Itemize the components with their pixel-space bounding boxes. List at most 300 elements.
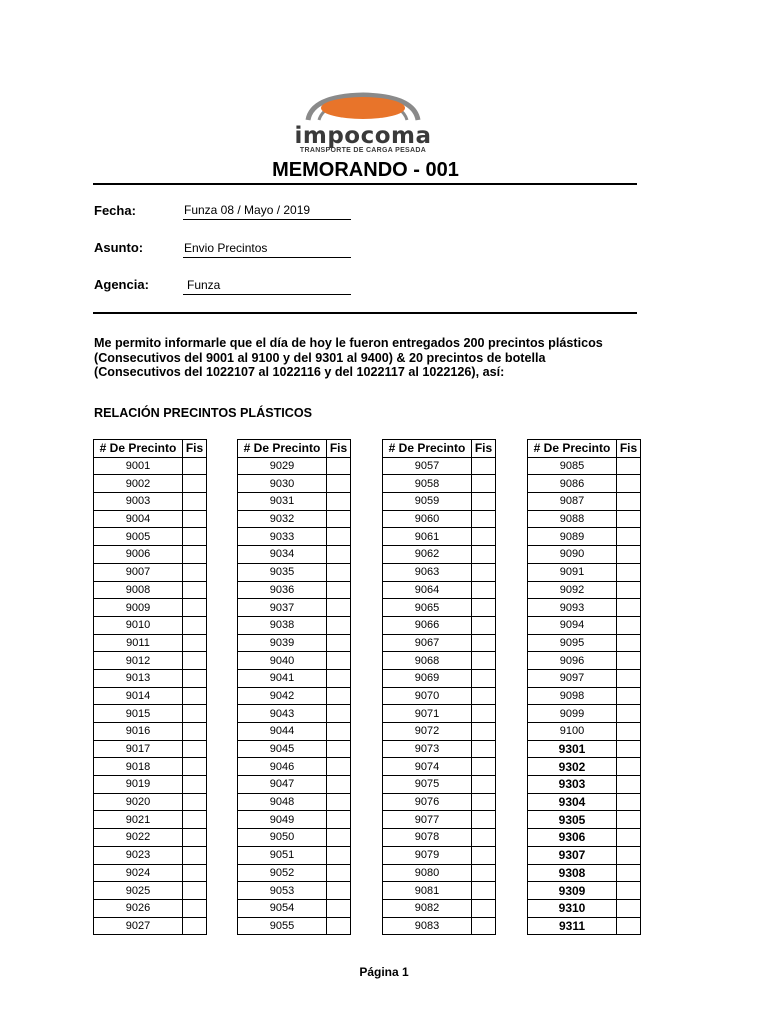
table-row <box>528 652 641 670</box>
table-row <box>238 864 351 882</box>
fis-cell <box>183 829 207 847</box>
asunto-value: Envio Precintos <box>183 240 351 258</box>
table-row <box>383 687 496 705</box>
table-row <box>94 846 207 864</box>
table-row <box>94 882 207 900</box>
fis-cell <box>183 528 207 546</box>
precinto-number-cell: 9067 <box>383 634 472 652</box>
precinto-number-cell: 9100 <box>528 723 617 741</box>
fis-cell <box>617 899 641 917</box>
table-header-row <box>383 440 496 458</box>
precinto-number-cell: 9046 <box>238 758 327 776</box>
fis-cell <box>472 705 496 723</box>
precinto-number-cell: 9070 <box>383 687 472 705</box>
precinto-number-cell: 9072 <box>383 723 472 741</box>
table-row <box>528 493 641 511</box>
precinto-number-cell: 9017 <box>94 740 183 758</box>
precinto-number-cell: 9012 <box>94 652 183 670</box>
precinto-number-cell: 9060 <box>383 510 472 528</box>
precinto-number-cell: 9089 <box>528 528 617 546</box>
fis-cell <box>327 793 351 811</box>
fis-cell <box>617 687 641 705</box>
table-row <box>528 634 641 652</box>
table-row <box>383 457 496 475</box>
top-divider <box>93 183 637 185</box>
table-row <box>383 758 496 776</box>
fis-cell <box>617 546 641 564</box>
precinto-number-cell: 9001 <box>94 457 183 475</box>
precinto-number-cell: 9006 <box>94 546 183 564</box>
table-row <box>94 793 207 811</box>
precinto-number-cell: 9034 <box>238 546 327 564</box>
table-row <box>383 899 496 917</box>
fis-cell <box>327 528 351 546</box>
table-row <box>238 740 351 758</box>
fis-cell <box>617 669 641 687</box>
fis-cell <box>327 882 351 900</box>
table-row <box>238 917 351 935</box>
precinto-table <box>93 439 207 935</box>
intro-paragraph: Me permito informarle que el día de hoy le fueron entregados 200 precintos plásticos (Consecutivos del 9001 al 9100 y del 9301 al 9400) & 20 precintos de botella (Consecutivos del 1022107 al 1022116 y del 1022117 al 1022126), así: <box>94 336 603 379</box>
fis-cell <box>327 758 351 776</box>
fis-cell <box>327 811 351 829</box>
fis-cell <box>617 475 641 493</box>
table-row <box>528 899 641 917</box>
fis-cell <box>617 811 641 829</box>
fis-cell <box>327 493 351 511</box>
precinto-column-header: # De Precinto <box>528 440 617 458</box>
precinto-number-cell: 9053 <box>238 882 327 900</box>
fis-cell <box>183 811 207 829</box>
table-row <box>94 493 207 511</box>
precinto-number-cell: 9010 <box>94 616 183 634</box>
fis-cell <box>327 546 351 564</box>
table-row <box>238 510 351 528</box>
logo-emblem-icon <box>304 92 422 126</box>
table-row <box>383 917 496 935</box>
table-row <box>238 528 351 546</box>
fis-cell <box>327 652 351 670</box>
precinto-number-cell: 9086 <box>528 475 617 493</box>
fis-cell <box>617 510 641 528</box>
fis-cell <box>472 758 496 776</box>
precinto-number-cell: 9024 <box>94 864 183 882</box>
fis-column-header: Fis <box>472 440 496 458</box>
table-row <box>383 475 496 493</box>
precinto-number-cell: 9054 <box>238 899 327 917</box>
company-logo <box>290 92 436 156</box>
precinto-number-cell: 9091 <box>528 563 617 581</box>
table-row <box>94 864 207 882</box>
table-row <box>528 864 641 882</box>
fis-cell <box>617 705 641 723</box>
precinto-number-cell: 9311 <box>528 917 617 935</box>
fis-cell <box>472 687 496 705</box>
table-row <box>94 899 207 917</box>
table-row <box>383 493 496 511</box>
fis-cell <box>472 899 496 917</box>
precinto-number-cell: 9079 <box>383 846 472 864</box>
table-row <box>383 829 496 847</box>
fis-cell <box>617 493 641 511</box>
fis-cell <box>183 793 207 811</box>
precinto-number-cell: 9025 <box>94 882 183 900</box>
precinto-number-cell: 9016 <box>94 723 183 741</box>
precinto-number-cell: 9093 <box>528 599 617 617</box>
precinto-number-cell: 9003 <box>94 493 183 511</box>
precinto-number-cell: 9044 <box>238 723 327 741</box>
fis-cell <box>183 581 207 599</box>
precinto-number-cell: 9013 <box>94 669 183 687</box>
fis-cell <box>327 899 351 917</box>
asunto-label: Asunto: <box>94 240 144 255</box>
precinto-number-cell: 9097 <box>528 669 617 687</box>
precinto-number-cell: 9087 <box>528 493 617 511</box>
fis-cell <box>617 581 641 599</box>
table-row <box>528 599 641 617</box>
precinto-number-cell: 9040 <box>238 652 327 670</box>
fis-column-header: Fis <box>617 440 641 458</box>
fis-cell <box>327 740 351 758</box>
table-row <box>528 811 641 829</box>
table-row <box>94 758 207 776</box>
precinto-number-cell: 9011 <box>94 634 183 652</box>
precinto-number-cell: 9051 <box>238 846 327 864</box>
fis-cell <box>617 829 641 847</box>
table-row <box>94 811 207 829</box>
table-row <box>94 510 207 528</box>
precinto-number-cell: 9027 <box>94 917 183 935</box>
fis-cell <box>472 475 496 493</box>
precinto-number-cell: 9301 <box>528 740 617 758</box>
fis-cell <box>183 864 207 882</box>
agencia-label: Agencia: <box>94 277 149 292</box>
precinto-number-cell: 9018 <box>94 758 183 776</box>
precinto-number-cell: 9096 <box>528 652 617 670</box>
table-row <box>528 846 641 864</box>
precinto-number-cell: 9055 <box>238 917 327 935</box>
fis-cell <box>472 846 496 864</box>
logo-name: impocoma <box>294 123 432 149</box>
precinto-number-cell: 9083 <box>383 917 472 935</box>
bottom-divider <box>93 312 637 314</box>
table-row <box>94 634 207 652</box>
table-row <box>94 616 207 634</box>
table-row <box>94 687 207 705</box>
precinto-number-cell: 9071 <box>383 705 472 723</box>
fis-cell <box>617 457 641 475</box>
table-row <box>383 563 496 581</box>
fis-cell <box>617 563 641 581</box>
table-row <box>383 793 496 811</box>
table-header-row <box>94 440 207 458</box>
precinto-number-cell: 9069 <box>383 669 472 687</box>
precinto-number-cell: 9019 <box>94 776 183 794</box>
table-row <box>238 457 351 475</box>
fis-cell <box>617 793 641 811</box>
fis-column-header: Fis <box>327 440 351 458</box>
fis-cell <box>183 687 207 705</box>
table-row <box>94 528 207 546</box>
fis-cell <box>183 705 207 723</box>
table-row <box>238 723 351 741</box>
precinto-number-cell: 9048 <box>238 793 327 811</box>
fis-cell <box>327 829 351 847</box>
fis-cell <box>472 528 496 546</box>
table-row <box>528 563 641 581</box>
precinto-number-cell: 9080 <box>383 864 472 882</box>
precinto-number-cell: 9082 <box>383 899 472 917</box>
fis-column-header: Fis <box>183 440 207 458</box>
precinto-number-cell: 9045 <box>238 740 327 758</box>
precinto-number-cell: 9085 <box>528 457 617 475</box>
table-row <box>528 669 641 687</box>
precinto-number-cell: 9007 <box>94 563 183 581</box>
table-row <box>383 811 496 829</box>
precinto-number-cell: 9088 <box>528 510 617 528</box>
table-row <box>238 758 351 776</box>
table-row <box>383 581 496 599</box>
precinto-number-cell: 9014 <box>94 687 183 705</box>
table-row <box>94 457 207 475</box>
fis-cell <box>183 882 207 900</box>
table-row <box>238 475 351 493</box>
table-row <box>238 634 351 652</box>
fecha-label: Fecha: <box>94 203 136 218</box>
table-row <box>238 882 351 900</box>
fis-cell <box>183 669 207 687</box>
precinto-number-cell: 9022 <box>94 829 183 847</box>
table-row <box>383 864 496 882</box>
precinto-number-cell: 9302 <box>528 758 617 776</box>
fis-cell <box>327 776 351 794</box>
fis-cell <box>472 669 496 687</box>
table-row <box>94 776 207 794</box>
table-row <box>528 793 641 811</box>
precinto-number-cell: 9064 <box>383 581 472 599</box>
fis-cell <box>472 510 496 528</box>
table-row <box>238 493 351 511</box>
fis-cell <box>617 652 641 670</box>
precinto-number-cell: 9023 <box>94 846 183 864</box>
fis-cell <box>472 616 496 634</box>
table-row <box>94 475 207 493</box>
precinto-number-cell: 9059 <box>383 493 472 511</box>
precinto-number-cell: 9076 <box>383 793 472 811</box>
fis-cell <box>472 776 496 794</box>
page-number: Página 1 <box>359 965 409 979</box>
fis-cell <box>472 493 496 511</box>
table-row <box>528 581 641 599</box>
table-row <box>528 829 641 847</box>
precinto-number-cell: 9042 <box>238 687 327 705</box>
table-row <box>383 740 496 758</box>
fis-cell <box>183 740 207 758</box>
precinto-number-cell: 9073 <box>383 740 472 758</box>
precinto-number-cell: 9309 <box>528 882 617 900</box>
precinto-number-cell: 9077 <box>383 811 472 829</box>
fis-cell <box>183 510 207 528</box>
fis-cell <box>472 811 496 829</box>
fis-cell <box>472 599 496 617</box>
precinto-number-cell: 9037 <box>238 599 327 617</box>
precinto-column-header: # De Precinto <box>94 440 183 458</box>
fis-cell <box>183 599 207 617</box>
precinto-number-cell: 9004 <box>94 510 183 528</box>
precinto-number-cell: 9303 <box>528 776 617 794</box>
table-row <box>94 599 207 617</box>
precinto-number-cell: 9308 <box>528 864 617 882</box>
precinto-number-cell: 9092 <box>528 581 617 599</box>
fis-cell <box>183 917 207 935</box>
precinto-column-header: # De Precinto <box>383 440 472 458</box>
table-row <box>528 510 641 528</box>
table-row <box>238 793 351 811</box>
fis-cell <box>617 634 641 652</box>
table-row <box>94 705 207 723</box>
precinto-number-cell: 9310 <box>528 899 617 917</box>
fis-cell <box>472 829 496 847</box>
fis-cell <box>472 652 496 670</box>
fis-cell <box>327 475 351 493</box>
table-row <box>238 599 351 617</box>
table-row <box>383 723 496 741</box>
precinto-number-cell: 9057 <box>383 457 472 475</box>
table-row <box>528 882 641 900</box>
logo-tagline: TRANSPORTE DE CARGA PESADA <box>299 147 427 154</box>
fecha-value: Funza 08 / Mayo / 2019 <box>183 202 351 220</box>
precinto-number-cell: 9305 <box>528 811 617 829</box>
precinto-number-cell: 9099 <box>528 705 617 723</box>
precinto-number-cell: 9066 <box>383 616 472 634</box>
precinto-number-cell: 9039 <box>238 634 327 652</box>
precinto-number-cell: 9307 <box>528 846 617 864</box>
table-row <box>383 669 496 687</box>
table-row <box>528 740 641 758</box>
table-row <box>528 528 641 546</box>
table-row <box>238 669 351 687</box>
precinto-number-cell: 9002 <box>94 475 183 493</box>
fis-cell <box>617 882 641 900</box>
precinto-number-cell: 9081 <box>383 882 472 900</box>
fis-cell <box>183 846 207 864</box>
table-row <box>238 581 351 599</box>
precinto-number-cell: 9005 <box>94 528 183 546</box>
precinto-number-cell: 9033 <box>238 528 327 546</box>
table-row <box>528 457 641 475</box>
table-row <box>528 546 641 564</box>
precinto-number-cell: 9063 <box>383 563 472 581</box>
fis-cell <box>472 581 496 599</box>
table-row <box>383 705 496 723</box>
table-row <box>383 528 496 546</box>
table-row <box>383 846 496 864</box>
fis-cell <box>617 528 641 546</box>
precinto-number-cell: 9306 <box>528 829 617 847</box>
precinto-number-cell: 9032 <box>238 510 327 528</box>
precinto-number-cell: 9074 <box>383 758 472 776</box>
precinto-number-cell: 9304 <box>528 793 617 811</box>
fis-cell <box>327 846 351 864</box>
precinto-number-cell: 9061 <box>383 528 472 546</box>
memo-title: MEMORANDO - 001 <box>272 159 459 181</box>
precinto-number-cell: 9047 <box>238 776 327 794</box>
table-row <box>528 758 641 776</box>
table-row <box>528 687 641 705</box>
precinto-number-cell: 9058 <box>383 475 472 493</box>
fis-cell <box>472 634 496 652</box>
table-row <box>383 776 496 794</box>
table-row <box>238 776 351 794</box>
precinto-number-cell: 9030 <box>238 475 327 493</box>
fis-cell <box>327 457 351 475</box>
precinto-number-cell: 9008 <box>94 581 183 599</box>
precinto-number-cell: 9038 <box>238 616 327 634</box>
fis-cell <box>183 634 207 652</box>
table-row <box>238 846 351 864</box>
fis-cell <box>472 457 496 475</box>
fis-cell <box>617 616 641 634</box>
precinto-table <box>382 439 496 935</box>
fis-cell <box>183 457 207 475</box>
fis-cell <box>617 723 641 741</box>
precinto-number-cell: 9068 <box>383 652 472 670</box>
precinto-number-cell: 9052 <box>238 864 327 882</box>
precinto-number-cell: 9095 <box>528 634 617 652</box>
fis-cell <box>617 740 641 758</box>
precinto-column-header: # De Precinto <box>238 440 327 458</box>
table-row <box>383 652 496 670</box>
fis-cell <box>327 563 351 581</box>
table-row <box>238 687 351 705</box>
fis-cell <box>183 616 207 634</box>
fis-cell <box>183 899 207 917</box>
fis-cell <box>472 864 496 882</box>
table-row <box>238 546 351 564</box>
table-row <box>383 616 496 634</box>
fis-cell <box>327 705 351 723</box>
table-header-row <box>528 440 641 458</box>
table-row <box>238 563 351 581</box>
table-row <box>238 811 351 829</box>
precinto-number-cell: 9031 <box>238 493 327 511</box>
table-row <box>383 634 496 652</box>
precinto-number-cell: 9078 <box>383 829 472 847</box>
fis-cell <box>327 864 351 882</box>
precinto-number-cell: 9065 <box>383 599 472 617</box>
precinto-number-cell: 9062 <box>383 546 472 564</box>
precinto-number-cell: 9098 <box>528 687 617 705</box>
table-row <box>94 581 207 599</box>
table-row <box>528 776 641 794</box>
fis-cell <box>472 563 496 581</box>
table-row <box>94 652 207 670</box>
precinto-number-cell: 9015 <box>94 705 183 723</box>
fis-cell <box>183 475 207 493</box>
section-title: RELACIÓN PRECINTOS PLÁSTICOS <box>94 406 313 420</box>
table-row <box>238 899 351 917</box>
table-row <box>238 829 351 847</box>
fis-cell <box>472 793 496 811</box>
table-row <box>383 882 496 900</box>
precinto-number-cell: 9090 <box>528 546 617 564</box>
precinto-number-cell: 9041 <box>238 669 327 687</box>
fis-cell <box>617 599 641 617</box>
fis-cell <box>327 510 351 528</box>
fis-cell <box>327 687 351 705</box>
table-row <box>383 546 496 564</box>
agencia-value: Funza <box>183 277 351 295</box>
